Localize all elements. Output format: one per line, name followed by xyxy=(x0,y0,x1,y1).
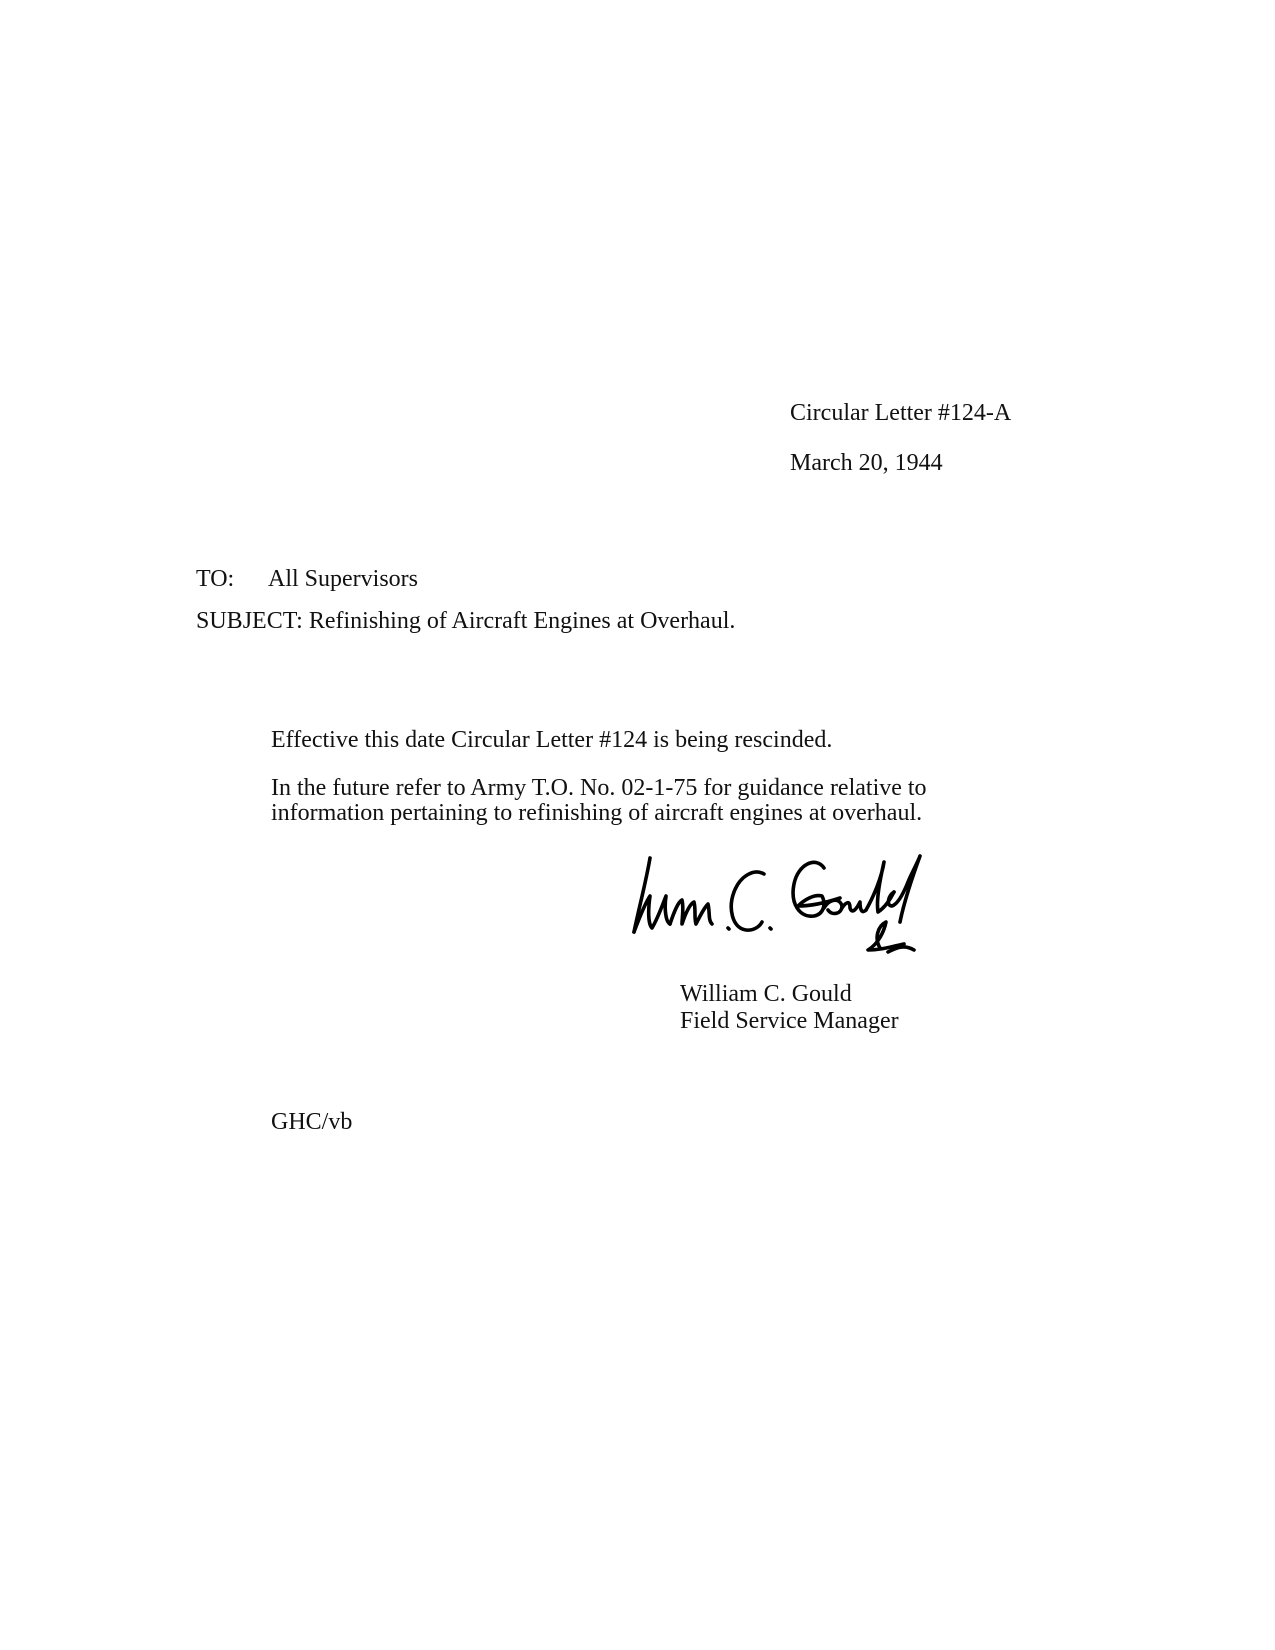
body-paragraph-2 xyxy=(271,776,927,826)
handwritten-signature xyxy=(628,852,948,982)
body-paragraph-2-line-2: information pertaining to refinishing of aircraft engines at overhaul. xyxy=(271,800,923,826)
typist-initials: GHC/vb xyxy=(271,1109,353,1135)
to-line xyxy=(196,566,418,592)
signer-name: William C. Gould xyxy=(680,981,852,1007)
letter-number: Circular Letter #124-A xyxy=(790,400,1012,426)
signer-title: Field Service Manager xyxy=(680,1008,899,1034)
subject-label: SUBJECT: xyxy=(196,608,303,634)
subject-value: Refinishing of Aircraft Engines at Overhaul. xyxy=(308,608,736,634)
body-paragraph-2-line-1: In the future refer to Army T.O. No. 02-1-75 for guidance relative to xyxy=(271,775,927,801)
letter-date: March 20, 1944 xyxy=(790,450,943,476)
subject-line xyxy=(196,608,735,634)
body-paragraph-1: Effective this date Circular Letter #124 is being rescinded. xyxy=(271,727,833,753)
to-label: TO: xyxy=(196,566,235,592)
to-value: All Supervisors xyxy=(268,566,418,592)
